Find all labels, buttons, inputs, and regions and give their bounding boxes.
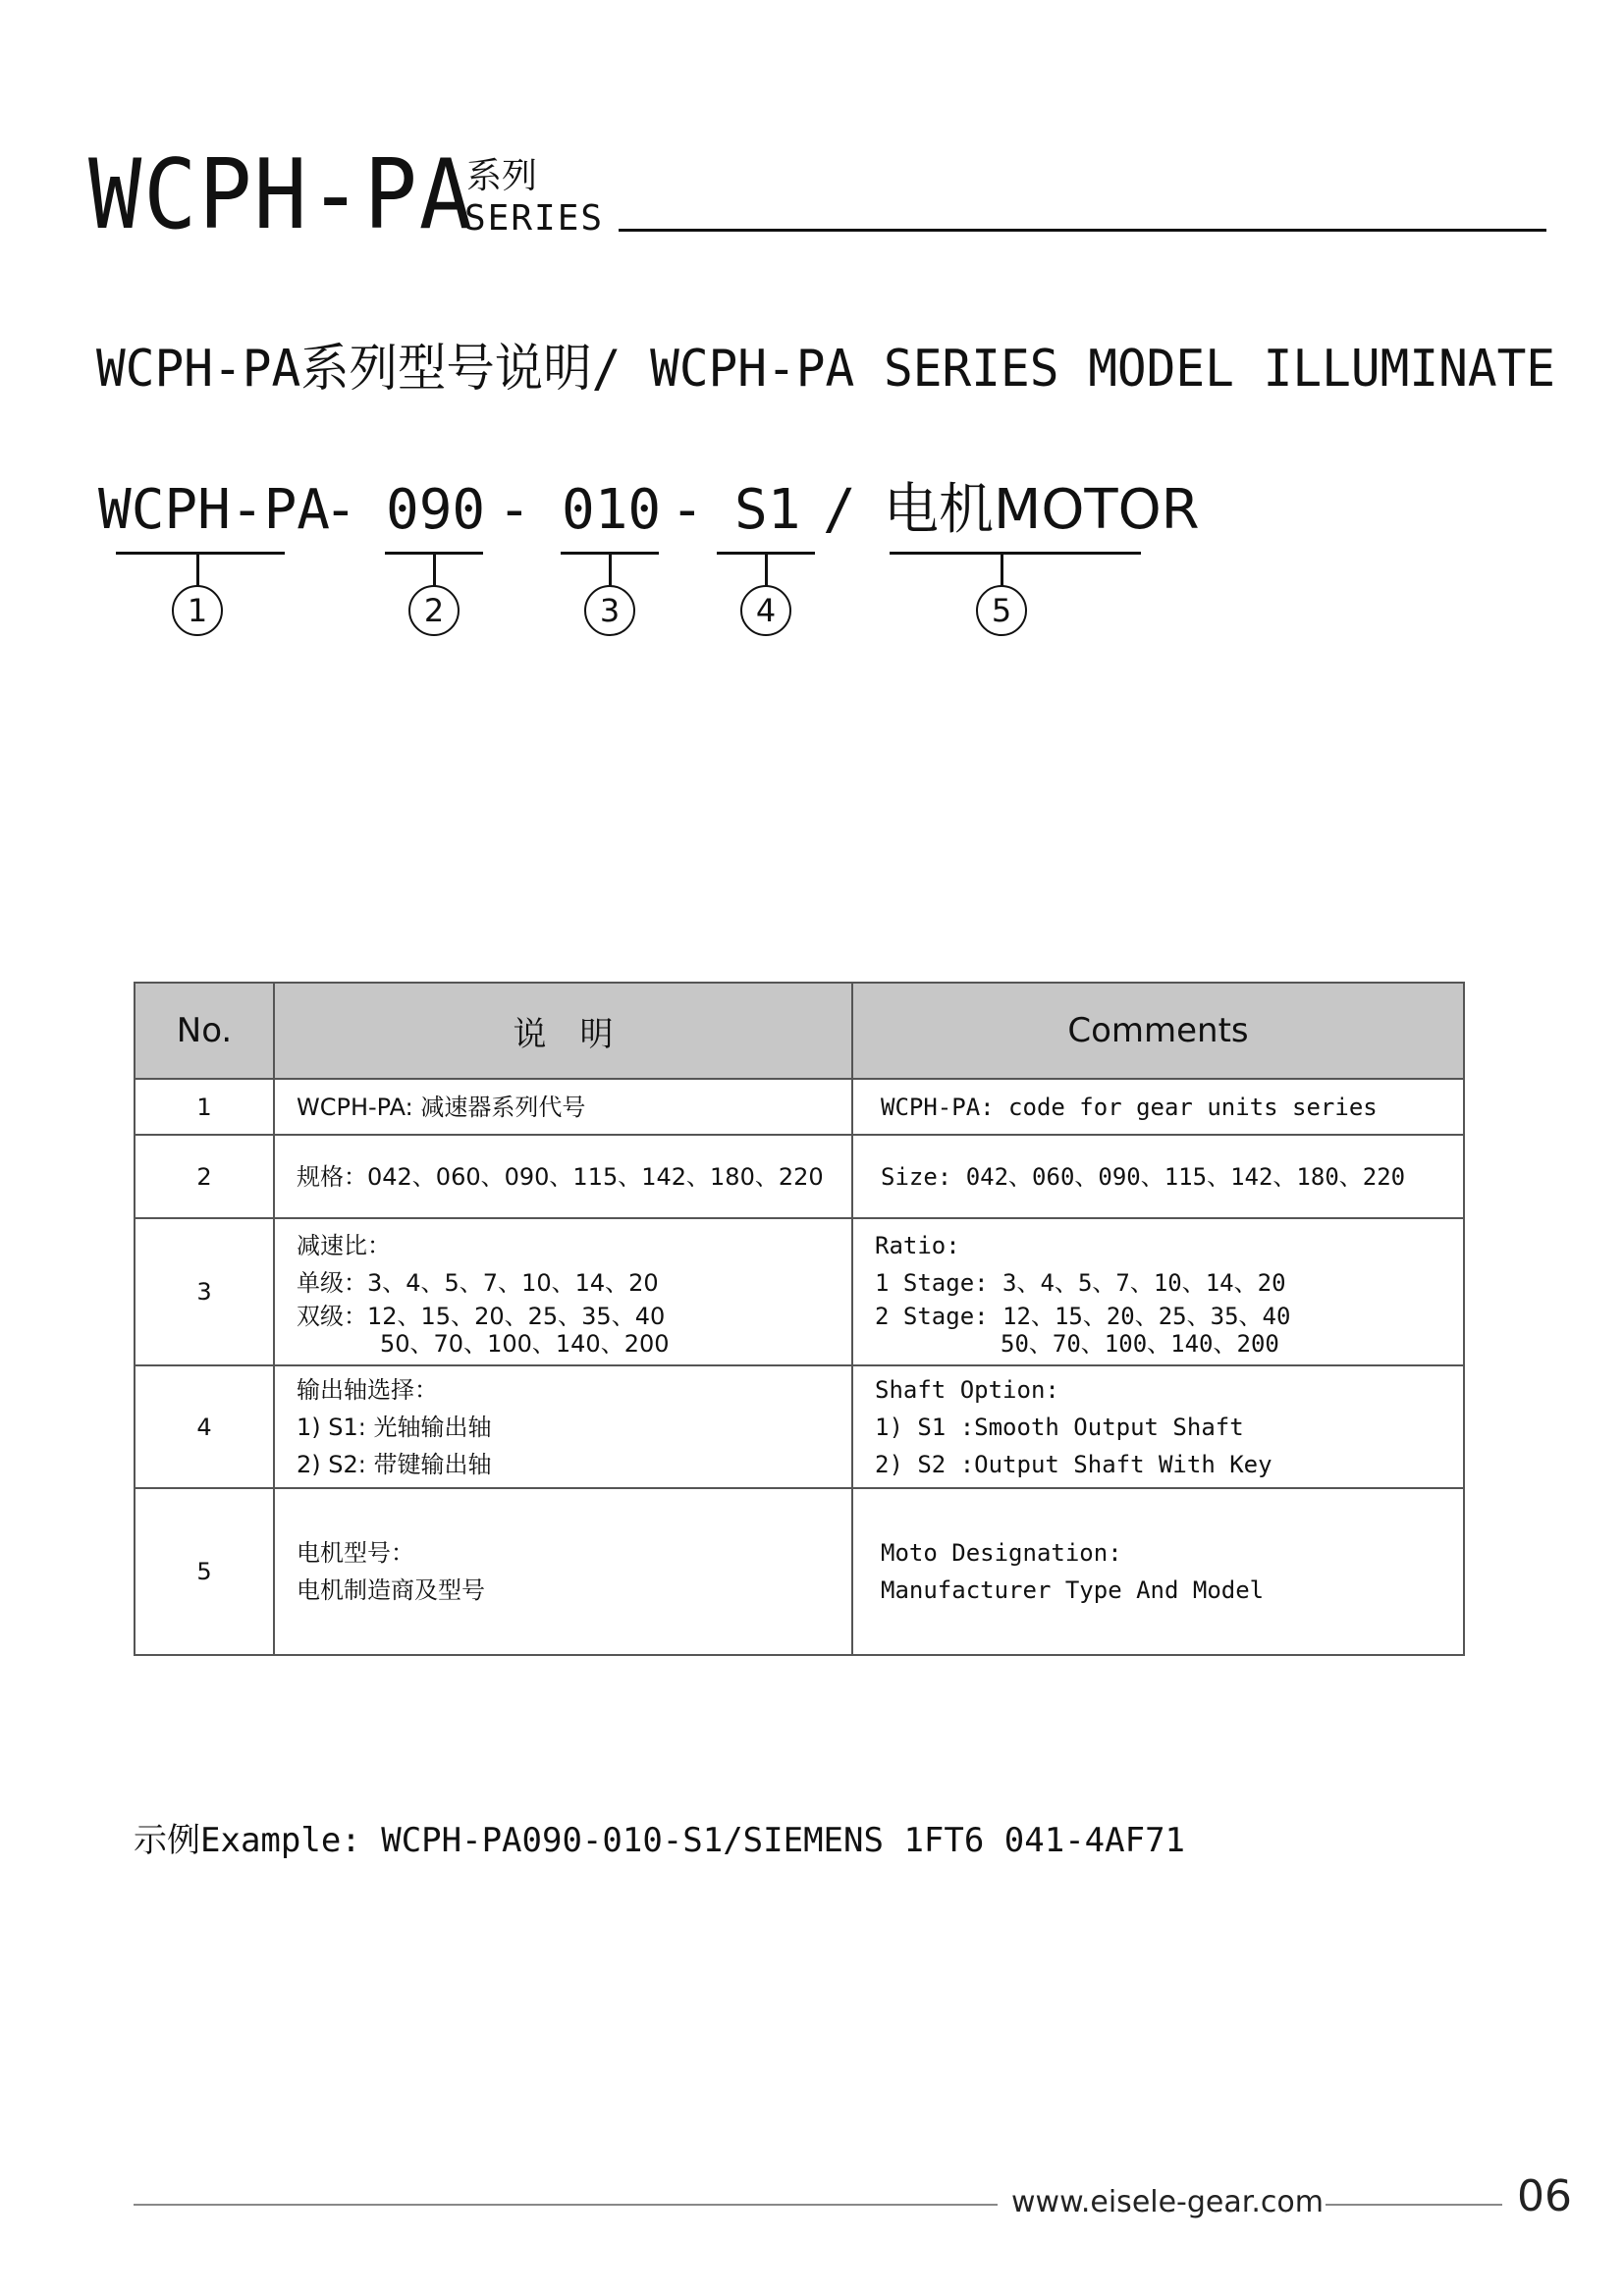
row-number: 3 [135, 1218, 274, 1365]
code-separator: - [498, 478, 531, 542]
marker-circle: 4 [740, 585, 791, 636]
row-comment-en: Moto Designation: Manufacturer Type And Model [852, 1488, 1464, 1655]
segment-connector [1001, 555, 1003, 586]
code-segment-ratio: 010 [562, 478, 662, 542]
segment-underline [116, 552, 285, 555]
row-description-cn: 规格：042、060、090、115、142、180、220 [274, 1135, 852, 1218]
header-no: No. [135, 983, 274, 1079]
table-row [135, 1079, 1464, 1135]
header-description-cn: 说 明 [274, 983, 852, 1079]
segment-connector [433, 555, 436, 586]
table-row [135, 1488, 1464, 1655]
segment-connector [765, 555, 768, 586]
row-number: 1 [135, 1079, 274, 1135]
row-number: 5 [135, 1488, 274, 1655]
code-segment-motor: 电机MOTOR [884, 478, 1200, 542]
row-comment-en: Size: 042、060、090、115、142、180、220 [852, 1135, 1464, 1218]
marker-circle: 2 [408, 585, 460, 636]
code-separator: / [823, 478, 856, 542]
table-row [135, 1135, 1464, 1218]
row-comment-en: Ratio: 1 Stage: 3、4、5、7、10、14、20 2 Stage: 12、15、20、25、35、40 50、70、100、140、200 [852, 1218, 1464, 1365]
marker-circle: 1 [172, 585, 223, 636]
marker-circle: 3 [584, 585, 635, 636]
segment-underline [890, 552, 1141, 555]
model-spec-table [134, 982, 1465, 1656]
table-row [135, 1365, 1464, 1488]
table-header-row [135, 983, 1464, 1079]
table-row [135, 1218, 1464, 1365]
footer-website: www.eisele-gear.com [1011, 2185, 1324, 2219]
series-label-en: SERIES [464, 198, 605, 239]
footer-rule-left [134, 2204, 998, 2206]
code-segment-size: 090 [386, 478, 486, 542]
footer-rule-right [1326, 2204, 1502, 2206]
series-label-cn: 系列 [466, 156, 538, 196]
section-title: WCPH-PA系列型号说明/ WCPH-PA SERIES MODEL ILLUMINATE [96, 340, 1556, 399]
row-comment-en: Shaft Option: 1) S1 :Smooth Output Shaft 2) S2 :Output Shaft With Key [852, 1365, 1464, 1488]
code-segment-series: WCPH-PA [98, 478, 331, 542]
example-model-code: 示例Example: WCPH-PA090-010-S1/SIEMENS 1FT6 041-4AF71 [134, 1821, 1186, 1860]
code-separator: - [671, 478, 704, 542]
row-description-cn: 减速比： 单级：3、4、5、7、10、14、20 双级：12、15、20、25、35、40 50、70、100、140、200 [274, 1218, 852, 1365]
marker-circle: 5 [976, 585, 1027, 636]
segment-connector [196, 555, 199, 586]
header-rule [619, 229, 1546, 232]
row-description-cn: WCPH-PA: 减速器系列代号 [274, 1079, 852, 1135]
code-segment-shaft: S1 [734, 478, 801, 542]
series-title: WCPH-PA [88, 139, 474, 251]
page-number: 06 [1517, 2171, 1572, 2221]
row-description-cn: 电机型号： 电机制造商及型号 [274, 1488, 852, 1655]
row-description-cn: 输出轴选择： 1) S1: 光轴输出轴 2) S2: 带键输出轴 [274, 1365, 852, 1488]
segment-connector [609, 555, 612, 586]
code-separator: - [324, 478, 357, 542]
header-comments: Comments [852, 983, 1464, 1079]
row-number: 4 [135, 1365, 274, 1488]
row-comment-en: WCPH-PA: code for gear units series [852, 1079, 1464, 1135]
row-number: 2 [135, 1135, 274, 1218]
